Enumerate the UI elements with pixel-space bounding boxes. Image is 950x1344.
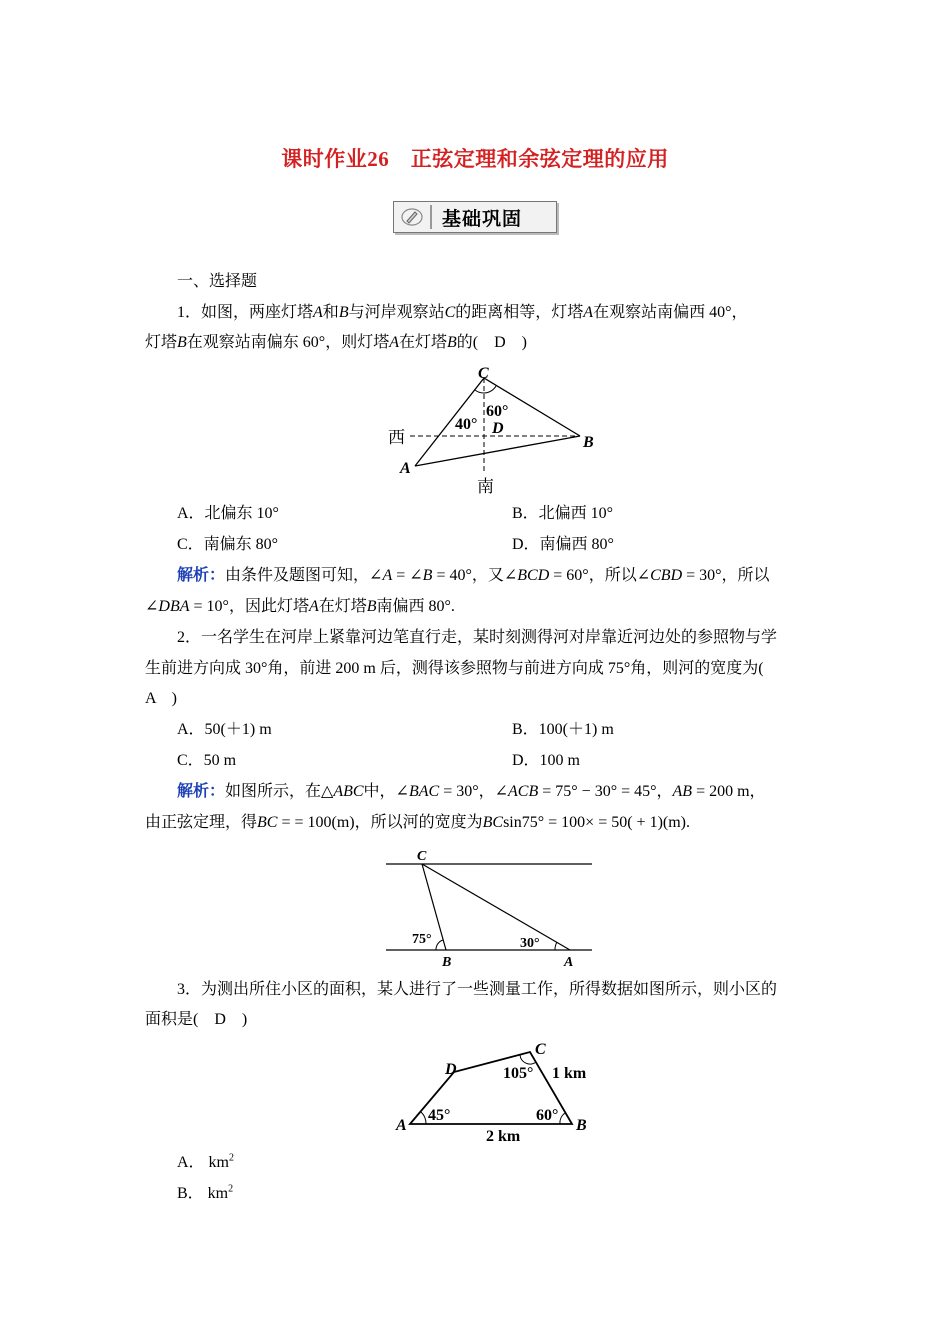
q1-option-b[interactable]: B．北偏西 10° [512, 505, 614, 522]
q2-option-c[interactable]: C．50 m [177, 752, 237, 769]
q1-option-a[interactable]: A．北偏东 10° [177, 505, 279, 522]
q3-label-60: 60° [536, 1107, 559, 1124]
q1-label-D: D [492, 420, 504, 437]
q1-label-west: 西 [388, 428, 405, 447]
banner-label: 基础巩固 [442, 208, 523, 230]
q2-option-a[interactable]: A．50(＋1) m [177, 721, 272, 738]
q2-label-B: B [442, 955, 452, 970]
q3-label-45: 45° [428, 1107, 451, 1124]
q1-label-south: 南 [477, 477, 494, 496]
section-banner [393, 201, 557, 233]
q1-line1: 1．如图，两座灯塔A和B与河岸观察站C的距离相等，灯塔A在观察站南偏西 40°， [177, 304, 748, 321]
q2-analysis-line1: 解析：如图所示，在△ABC中，∠BAC = 30°，∠ACB = 75° − 30° = 45°，AB = 200 m， [177, 783, 766, 800]
q1-line2: 灯塔B在观察站南偏东 60°，则灯塔A在灯塔B的( D ) [145, 334, 527, 351]
q1-label-C: C [478, 365, 489, 382]
q1-figure [380, 362, 610, 496]
q1-option-d[interactable]: D．南偏西 80° [512, 536, 614, 553]
q2-analysis-line2: 由正弦定理，得BC = = 100(m)，所以河的宽度为BCsin75° = 100× = 50( + 1)(m). [145, 814, 690, 831]
section-heading: 一、选择题 [177, 273, 258, 290]
q3-label-C: C [535, 1041, 546, 1058]
q2-label-A: A [564, 955, 574, 970]
q1-label-60: 60° [486, 403, 509, 420]
q2-option-d[interactable]: D．100 m [512, 752, 581, 769]
q1-option-c[interactable]: C．南偏东 80° [177, 536, 279, 553]
q1-label-40: 40° [455, 416, 478, 433]
pencil-icon [400, 206, 424, 228]
q2-line3: A ) [145, 690, 178, 707]
q3-label-1km: 1 km [552, 1065, 587, 1082]
q2-line2: 生前进方向成 30°角，前进 200 m 后，测得该参照物与前进方向成 75°角，则河的宽度为( [145, 660, 764, 677]
q2-option-b[interactable]: B．100(＋1) m [512, 721, 614, 738]
banner-divider [430, 205, 432, 229]
q1-analysis-line1: 解析：由条件及题图可知，∠A = ∠B = 40°，又∠BCD = 60°，所以∠CBD = 30°，所以 [177, 567, 770, 584]
q3-label-2km: 2 km [486, 1128, 521, 1145]
q3-label-A: A [396, 1117, 407, 1134]
q3-label-105: 105° [503, 1065, 534, 1082]
page-title: 课时作业26 正弦定理和余弦定理的应用 [281, 147, 669, 171]
q3-label-D: D [445, 1061, 457, 1078]
q1-analysis-line2: ∠DBA = 10°，因此灯塔A在灯塔B南偏西 80°. [145, 598, 455, 615]
q1-label-B: B [583, 434, 594, 451]
q3-line1: 3．为测出所住小区的面积，某人进行了一些测量工作，所得数据如图所示，则小区的 [177, 981, 778, 998]
q3-option-b[interactable]: B． $km^2$ [177, 1183, 234, 1202]
q3-option-a[interactable]: A． $km^2$ [177, 1152, 235, 1171]
q3-line2: 面积是( D ) [145, 1011, 248, 1028]
q3-figure [390, 1038, 600, 1148]
q3-label-B: B [576, 1117, 587, 1134]
q1-label-A: A [400, 460, 411, 477]
q2-label-C: C [417, 849, 427, 864]
q2-figure [380, 844, 600, 970]
q2-line1: 2．一名学生在河岸上紧靠河边笔直行走，某时刻测得河对岸靠近河边处的参照物与学 [177, 629, 778, 646]
q2-label-75: 75° [412, 932, 432, 947]
q2-label-30: 30° [520, 936, 540, 951]
